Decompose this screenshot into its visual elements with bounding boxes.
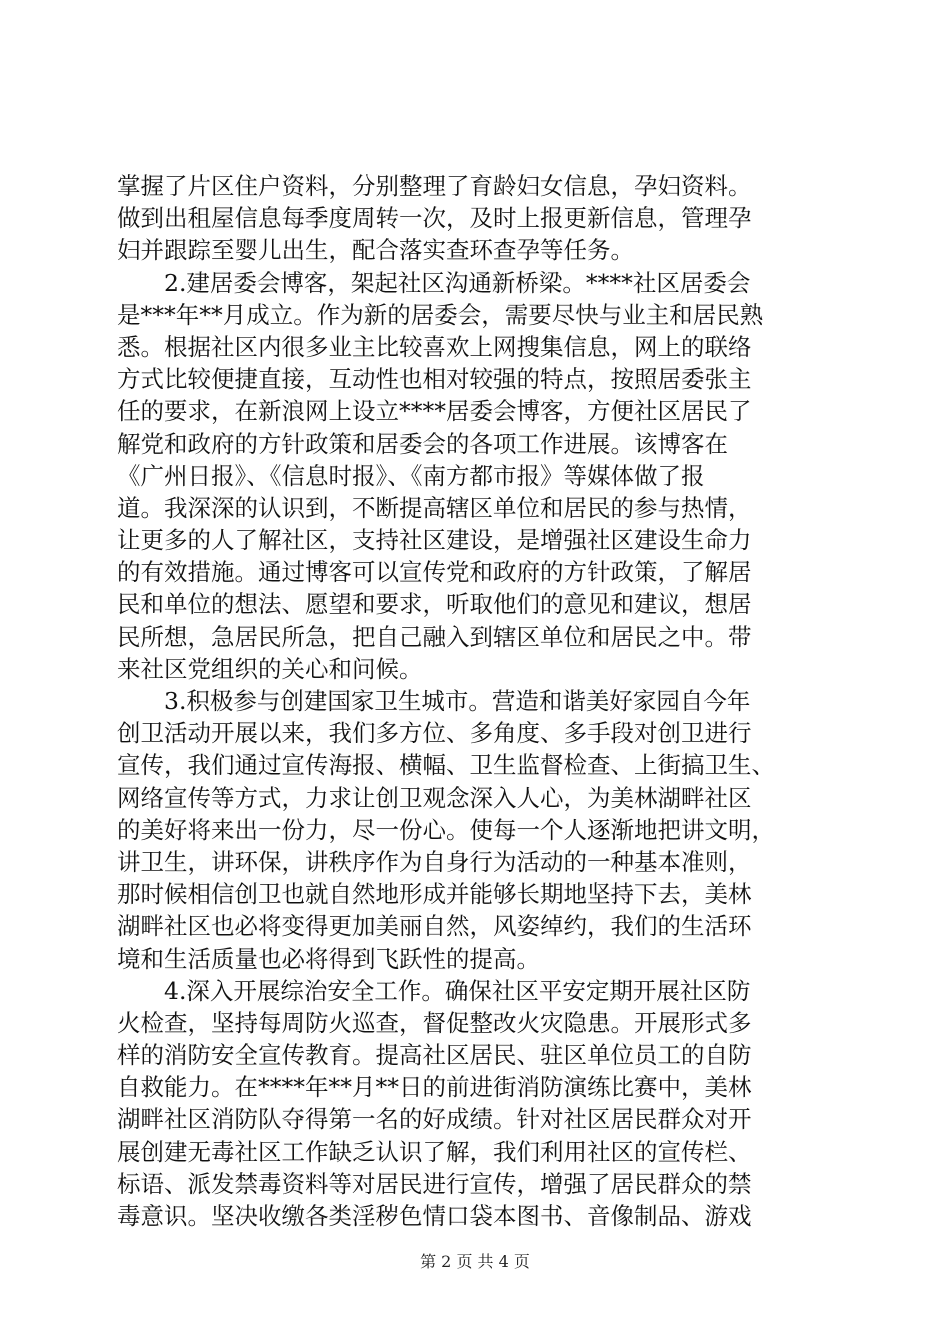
text-line: 宣传，我们通过宣传海报、横幅、卫生监督检查、上街搞卫生、	[117, 751, 775, 780]
text-line: 自救能力。在****年**月**日的前进街消防演练比赛中，美林	[117, 1073, 752, 1102]
text-line: 妇并跟踪至婴儿出生，配合落实查环查孕等任务。	[117, 236, 634, 265]
text-line: 《广州日报》、《信息时报》、《南方都市报》等媒体做了报	[117, 461, 705, 490]
text-line: 标语、派发禁毒资料等对居民进行宣传，增强了居民群众的禁	[117, 1169, 752, 1198]
body-text	[117, 170, 833, 1232]
text-line: 做到出租屋信息每季度周转一次，及时上报更新信息，管理孕	[117, 204, 752, 233]
text-line: 悉。根据社区内很多业主比较喜欢上网搜集信息，网上的联络	[117, 332, 752, 361]
page-number-label: 第 2 页 共 4 页	[420, 1252, 530, 1271]
text-line: 火检查，坚持每周防火巡查，督促整改火灾隐患。开展形式多	[117, 1008, 752, 1037]
paragraph-4-start: 4.深入开展综治安全工作。确保社区平安定期开展社区防	[164, 976, 751, 1005]
text-line: 任的要求，在新浪网上设立****居委会博客，方便社区居民了	[117, 397, 752, 426]
paragraph-3-start: 3.积极参与创建国家卫生城市。营造和谐美好家园自今年	[164, 687, 751, 715]
text-line: 的有效措施。通过博客可以宣传党和政府的方针政策，了解居	[117, 558, 752, 587]
text-line: 来社区党组织的关心和问候。	[117, 654, 423, 683]
text-line: 的美好将来出一份力，尽一份心。使每一个人逐渐地把讲文明，	[117, 815, 775, 844]
text-line: 方式比较便捷直接，互动性也相对较强的特点，按照居委张主	[117, 365, 752, 394]
text-line: 样的消防安全宣传教育。提高社区居民、驻区单位员工的自防	[117, 1041, 752, 1070]
text-line: 讲卫生，讲环保，讲秩序作为自身行为活动的一种基本准则，	[117, 847, 752, 876]
text-line: 湖畔社区也必将变得更加美丽自然，风姿绰约，我们的生活环	[117, 912, 752, 941]
page-footer	[0, 1249, 950, 1272]
text-line: 民和单位的想法、愿望和要求，听取他们的意见和建议，想居	[117, 590, 752, 619]
text-line: 创卫活动开展以来，我们多方位、多角度、多手段对创卫进行	[117, 719, 752, 748]
text-line: 民所想，急居民所急，把自己融入到辖区单位和居民之中。带	[117, 622, 752, 651]
text-line: 掌握了片区住户资料，分别整理了育龄妇女信息，孕妇资料。	[117, 172, 752, 200]
text-line: 毒意识。坚决收缴各类淫秽色情口袋本图书、音像制品、游戏	[117, 1202, 752, 1230]
text-line: 网络宣传等方式，力求让创卫观念深入人心，为美林湖畔社区	[117, 783, 752, 812]
text-line: 道。我深深的认识到，不断提高辖区单位和居民的参与热情，	[117, 493, 752, 522]
text-line: 湖畔社区消防队夺得第一名的好成绩。针对社区居民群众对开	[117, 1105, 752, 1134]
text-line: 让更多的人了解社区，支持社区建设，是增强社区建设生命力	[117, 526, 752, 555]
text-line: 展创建无毒社区工作缺乏认识了解，我们利用社区的宣传栏、	[117, 1137, 752, 1166]
text-line: 是***年**月成立。作为新的居委会，需要尽快与业主和居民熟	[117, 300, 764, 329]
paragraph-2-start: 2.建居委会博客，架起社区沟通新桥梁。****社区居委会	[164, 268, 751, 297]
text-line: 解党和政府的方针政策和居委会的各项工作进展。该博客在	[117, 429, 728, 458]
text-line: 境和生活质量也必将得到飞跃性的提高。	[117, 944, 540, 973]
text-line: 那时候相信创卫也就自然地形成并能够长期地坚持下去，美林	[117, 880, 752, 909]
